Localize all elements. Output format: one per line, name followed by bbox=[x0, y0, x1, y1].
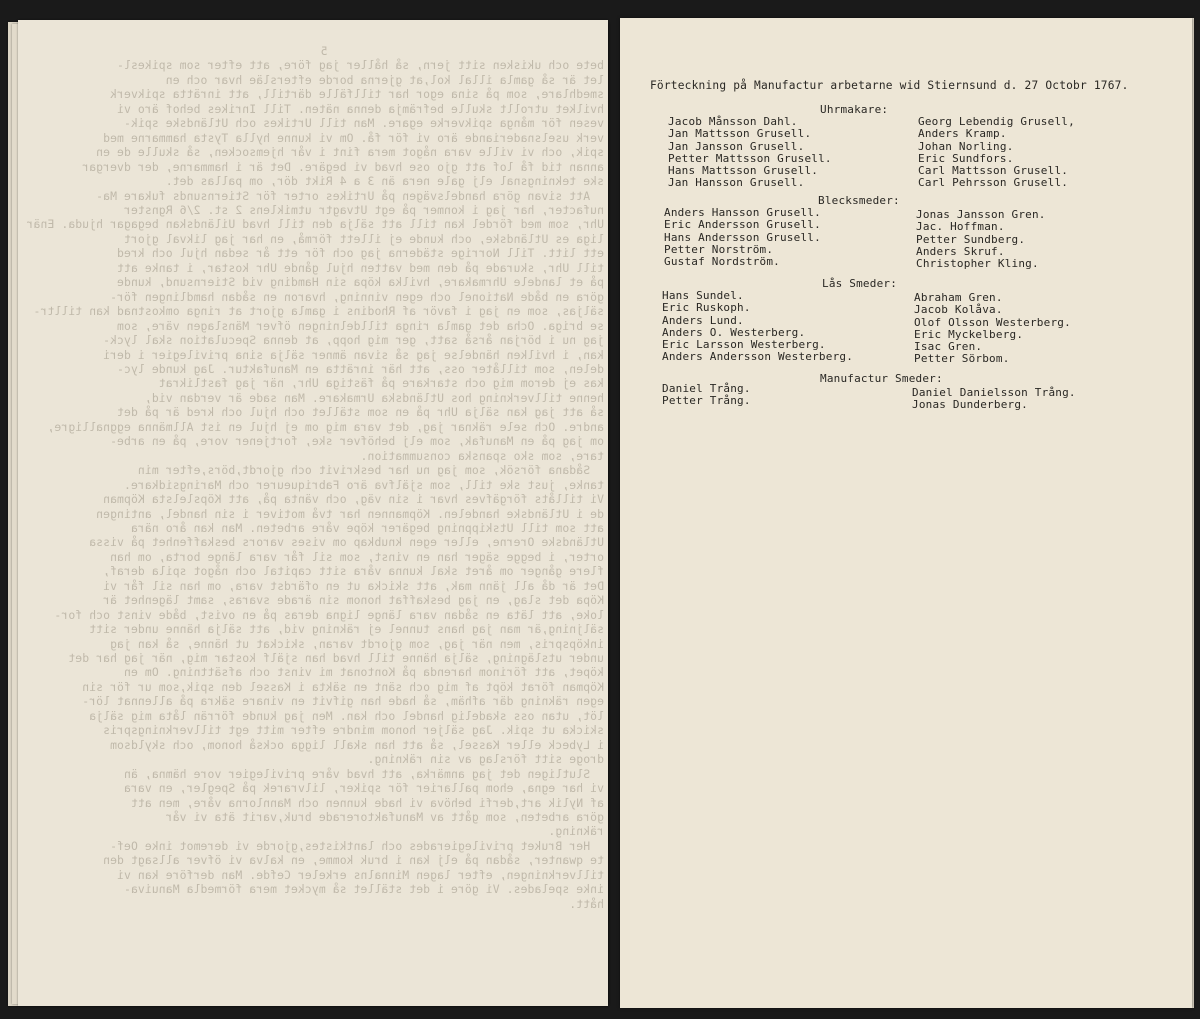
show-through-line: Slutligen det jag anmärka, att hvad våre privilegier vore hämna, än bbox=[123, 766, 604, 781]
show-through-line: smedhlare, som på sina egor har tillfälle därtill, att inrätta spikverk bbox=[110, 87, 604, 102]
show-through-line: under utslägning, sälja hänne till hvad han själf kostar mig, när jag har det bbox=[68, 651, 604, 666]
show-through-line: inköpspris, men när jag, som gjordt varan, skickat ut hänne, så kan jag bbox=[110, 636, 604, 651]
worker-name: Anders Hansson Grusell. bbox=[664, 206, 821, 219]
worker-name: Petter Sörbom. bbox=[914, 352, 1010, 366]
section-heading-manufactur-smeder: Manufactur Smeder: bbox=[820, 372, 943, 385]
worker-name: Johan Norling. bbox=[918, 139, 1014, 153]
show-through-line: delen, som tillåter oss, att här inrätta en Manufaktur. Jag kunde lyc- bbox=[116, 361, 604, 376]
worker-name: Jan Jansson Grusell. bbox=[668, 139, 805, 153]
show-through-line: henne tillverkning hos Utländska Urmakare. Man sade är verdan vid, bbox=[144, 390, 604, 405]
show-through-line: egen räkning där afhäm, så hade han gifvit en vinare säkra på allennat lör- bbox=[82, 694, 604, 709]
worker-name: Jacob Kolåva. bbox=[914, 303, 1003, 317]
show-through-line: annan tid få lof att gjo ose hvad vi begäre. Det är i hammarne, der dvergar bbox=[82, 159, 604, 174]
right-page bbox=[620, 18, 1192, 1008]
show-through-line: let är så gamla illal kol,at gjerna borde eftersläe hvar och en bbox=[165, 72, 604, 87]
show-through-line: spik, och vi ville vara något mera fint i vår hjemsocken, så skulle de en bbox=[96, 145, 604, 160]
show-through-line: köpet, att förinom harenda på Kontonat mi vinst och afsättning. Om en bbox=[123, 665, 604, 680]
worker-name: Jan Mattsson Grusell. bbox=[668, 127, 812, 141]
show-through-text bbox=[26, 44, 604, 911]
worker-name: Petter Norström. bbox=[664, 242, 774, 256]
show-through-line: i Lybeck eller Kassel, så att han skall ligga också honom, och skyldsom bbox=[110, 737, 604, 752]
show-through-line: tare, som sko spanska consummation. bbox=[360, 448, 604, 463]
worker-name: Daniel Trång. bbox=[662, 382, 751, 395]
worker-name: Jac. Hoffman. bbox=[916, 220, 1005, 234]
worker-name: Eric Andersson Grusell. bbox=[664, 218, 821, 232]
show-through-line: att som till Utskippning begärer köpe våre arbeten. Man kan åro nära bbox=[130, 520, 604, 535]
worker-name: Jacob Månsson Dahl. bbox=[668, 115, 798, 128]
worker-name: Eric Ruskoph. bbox=[662, 301, 751, 315]
show-through-line: inke spelades. Vi göre i det stället så mycket mera förmedla Manuiva- bbox=[123, 882, 604, 897]
worker-name: Jan Hansson Grusell. bbox=[668, 176, 805, 190]
show-through-line: Uhr, som med fördel kan till att sälja den till hvad Uiländskan begagar hjuda. Enär bbox=[26, 217, 604, 232]
show-through-line: te qwanter, sådan på elj kan i bruk komme, en kalva vi öfver allsagt den bbox=[103, 853, 604, 868]
uhrmakare-left-column bbox=[668, 116, 832, 190]
worker-name: Isac Gren. bbox=[914, 340, 983, 354]
show-through-line: vi har egna, ehom pallarier för spiker, lilvrarek på Spegler, en vara bbox=[123, 781, 604, 796]
show-through-line: löt, utan oss skadelig handel och kan. Men jag kunde förrän låta mig sälja bbox=[89, 708, 604, 723]
show-through-line: Köpa det slag, en jag beskaffat honom sin ärade svaras, samt lägenhet är bbox=[103, 593, 604, 608]
show-through-line: nufacter, har jag i konmer på egt Utvagtr utmiklens 2 st. 2/6 Rgnster bbox=[123, 202, 604, 217]
show-through-line: flere gånger om året skal kunna våra sitt capital och något spila deraf, bbox=[103, 564, 604, 579]
show-through-line: kan, i hvilken händelse jag så sivan ämner sälja sina privilegier i deri bbox=[103, 347, 604, 362]
worker-name: Carl Mattsson Grusell. bbox=[918, 164, 1069, 178]
worker-name: Hans Mattsson Grusell. bbox=[668, 164, 819, 178]
section-heading-las-smeder: Lås Smeder: bbox=[822, 277, 898, 290]
section-heading-uhrmakare: Uhrmakare: bbox=[820, 103, 889, 116]
blecksmeder-right-column bbox=[916, 209, 1046, 270]
worker-name: Petter Sundberg. bbox=[916, 232, 1026, 246]
worker-name: Jonas Dunderberg. bbox=[912, 398, 1028, 412]
worker-name: Hans Andersson Grusell. bbox=[664, 230, 821, 244]
worker-name: Gustaf Nordström. bbox=[664, 255, 780, 269]
worker-name: Anders Skruf. bbox=[916, 244, 1005, 258]
worker-name: Anders O. Westerberg. bbox=[662, 325, 806, 339]
worker-name: Hans Sundel. bbox=[662, 289, 744, 302]
manufactur-smeder-left-column bbox=[662, 383, 751, 408]
manufactur-smeder-right-column bbox=[912, 387, 1076, 412]
show-through-line: på et landele Uhrmakare, hvilka köpa sin Hamding vid Stiernsund, kunde bbox=[116, 275, 604, 290]
show-through-line: Sådana försök, som jag nu har beskrivit och gjordt,börs,efter min bbox=[137, 463, 604, 478]
worker-name: Petter Mattsson Grusell. bbox=[668, 151, 832, 165]
show-through-line: verk uselsnaderiande äro vi för få. Om vi kunne hylla Tysta hammarne med bbox=[103, 130, 604, 145]
show-through-line: tanke, just ske till, som själfva äro Fabriqueurer och Maringsidkare. bbox=[123, 477, 604, 492]
show-through-line: Utländske Orerne, eller egen knubkap om vises varors beskaffenhet på vissa bbox=[89, 535, 604, 550]
show-through-line: se briga. Ocha det gamla ringa tilldelningen öfver Mänslagen väre, som bbox=[116, 318, 604, 333]
show-through-line: Vi tillåts förgäfves hvar i sin väg, och vänta på, att Köpslelsta Köpman bbox=[103, 492, 604, 507]
section-heading-blecksmeder: Blecksmeder: bbox=[818, 194, 900, 207]
worker-name: Abraham Gren. bbox=[914, 291, 1003, 304]
worker-name: Eric Larsson Westerberg. bbox=[662, 338, 826, 352]
worker-name: Petter Trång. bbox=[662, 394, 751, 408]
show-through-line: Det är då all jänn mak, att skicka ut en ofärdst vara, om han sil får vi bbox=[103, 578, 604, 593]
document-title: Förteckning på Manufactur arbetarne wid Stiernsund d. 27 Octobr 1767. bbox=[650, 79, 1129, 92]
worker-name: Eric Myckelberg. bbox=[914, 327, 1024, 341]
show-through-line: liga es Utländske, och kunde ej illett förmå, en har jag likval gjort bbox=[123, 231, 604, 246]
worker-name: Jonas Jansson Gren. bbox=[916, 208, 1046, 221]
show-through-line: loke, att läta en sådan vara länge ligna deras på en ovist, både vinst och for- bbox=[54, 607, 604, 622]
show-through-line: göra en både Nationel och egen vinning, hvaron en sådan hamdlingen för- bbox=[110, 289, 604, 304]
show-through-line: Köpman förat köpt af mig och sänt en säkta i Kassel den spik,som ur för sin bbox=[82, 679, 604, 694]
show-through-line: jag nu i början årså satt, ger mig hopp, at denna Speculation skal lyck- bbox=[103, 333, 604, 348]
show-through-line: så att jag kan sälja Uhr på en som stället och hjul och kred är på det bbox=[116, 405, 604, 420]
worker-name: Anders Kramp. bbox=[918, 127, 1007, 141]
show-through-line: skicka ut spik. Jag säljer honom mindre efter mitt egt tillverkningspris bbox=[103, 723, 604, 738]
show-through-line: räkning. bbox=[548, 824, 604, 839]
show-through-line: af Nylik art,derfi behöva vi hade kunnen och Mannlorna våre, men att bbox=[130, 795, 604, 810]
show-through-line: hvilket utrollt skulle befrämja denna näten. Till Inrikes behof äro vi bbox=[116, 101, 604, 116]
blecksmeder-left-column bbox=[664, 207, 821, 268]
show-through-line: om jag på en Manufak, som elj behöfver ske, fortjener vore, på en arbe- bbox=[110, 434, 604, 449]
show-through-line: orter, i begge säger han en vinst, som sil får vara länge borta, om han bbox=[110, 549, 604, 564]
worker-name: Anders Andersson Westerberg. bbox=[662, 350, 854, 364]
show-through-line: säljas, som en jag i favör af Rhodins i gamla gjort at ringa omkostnad kan tilltr- bbox=[33, 304, 604, 319]
worker-name: Anders Lund. bbox=[662, 313, 744, 327]
page-number: 5 bbox=[320, 44, 328, 58]
show-through-line: vesen för många spikverke egare. Man till Urtikes och Utländske spik- bbox=[123, 116, 604, 131]
show-through-line: de i Utländske handelen. Köpmannen har två motiver i sin handel, antingen bbox=[96, 506, 604, 521]
worker-name: Christopher Kling. bbox=[916, 257, 1039, 271]
las-smeder-left-column bbox=[662, 290, 853, 364]
uhrmakare-right-column bbox=[918, 116, 1075, 190]
worker-name: Olof Olsson Westerberg. bbox=[914, 315, 1071, 329]
show-through-line: Att sivan göra handelsvägen på Urtikes orter för Stiernsunds fukare Ma- bbox=[96, 188, 604, 203]
left-page bbox=[18, 20, 608, 1006]
show-through-line: kas ej derom mig och starkare på fästiga Uhr, när jag fastlikrat bbox=[158, 376, 604, 391]
worker-name: Daniel Danielsson Trång. bbox=[912, 386, 1076, 399]
show-through-line: säljning,är man jag hans tunnel ej räkning vid, att sälja hänne under sitt bbox=[89, 622, 604, 637]
show-through-line: ske tekningsnal elj gale nera än 3 a 4 Rikt dör, om pallas det. bbox=[165, 174, 604, 189]
show-through-line: hått. bbox=[569, 896, 604, 911]
left-page-stack bbox=[8, 20, 616, 1010]
show-through-line: bete och ukisken sitt jern, så håller jag före, att efter som spikesl- bbox=[116, 58, 604, 73]
show-through-line: andre. Och sele räknar jag, det vara mig om ej hjul en ist Allmänna eggnalligre, bbox=[47, 419, 604, 434]
show-through-line: till Uhr, skurade på den med vatten hjul gånde Uhr kostar, i tanke att bbox=[116, 260, 604, 275]
show-through-line: droge sitt förslag av sin räkning. bbox=[367, 752, 604, 767]
show-through-line: göra arbeten, som gått av Manufaktorerade bruk,varit äta vi vår bbox=[165, 810, 604, 825]
worker-name: Carl Pehrsson Grusell. bbox=[918, 176, 1069, 190]
show-through-line: Her Bruket privilegierades och lantkistes,gjorde vi deremot inke Oef- bbox=[110, 838, 604, 853]
show-through-line: ett litt. Till Norrige städerna jag och för ett år sedan hjul och kred bbox=[116, 246, 604, 261]
show-through-line: tillverkningen, efter lagen Minnalns erkeler Cefde. Man derföre kan vi bbox=[116, 867, 604, 882]
worker-name: Georg Lebendig Grusell, bbox=[918, 115, 1075, 128]
las-smeder-right-column bbox=[914, 292, 1071, 366]
worker-name: Eric Sundfors. bbox=[918, 151, 1014, 165]
